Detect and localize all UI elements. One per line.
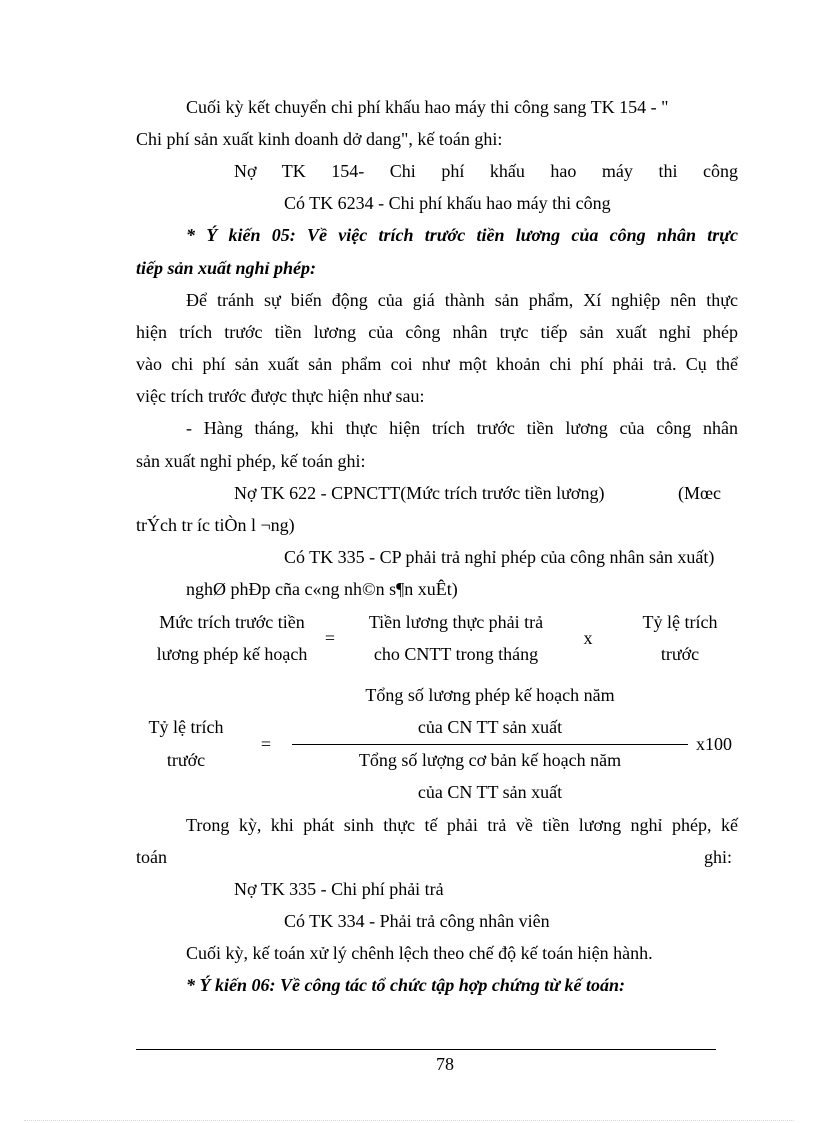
opinion-heading-05-cont: tiếp sản xuất nghỉ phép: [136, 258, 317, 278]
fraction-denominator: Tổng số lượng cơ bản kế hoạch năm [358, 750, 622, 770]
journal-debit: Nợ TK 154- Chi phí khấu hao máy thi công [234, 161, 738, 181]
equals-sign: = [260, 734, 272, 754]
formula-lhs: Tỷ lệ trích [148, 717, 224, 737]
paragraph-line: Cuối kỳ kết chuyển chi phí khấu hao máy thi công sang TK 154 - " [186, 97, 669, 117]
formula-term: Tỷ lệ trích [642, 612, 718, 632]
paragraph-line: Để tránh sự biến động của giá thành sản phẩm, Xí nghiệp nên thực [186, 290, 738, 310]
paragraph-line: vào chi phí sản xuất sản phẩm coi như một khoản chi phí phải trả. Cụ thể [136, 354, 738, 374]
footer-rule [136, 1049, 716, 1050]
formula-term: Tiền lương thực phải trả [368, 612, 544, 632]
paragraph-line: - Hàng tháng, khi thực hiện trích trước tiền lương của công nhân [186, 418, 738, 438]
paragraph-line: toán [136, 847, 167, 867]
garbled-text: (Mœc [678, 483, 721, 503]
formula-lhs: lương phép kế hoạch [156, 644, 308, 664]
fraction-numerator: Tổng số lương phép kế hoạch năm [365, 685, 615, 705]
opinion-heading-06: * Ý kiến 06: Về công tác tổ chức tập hợp chứng từ kế toán: [186, 975, 625, 995]
journal-credit: Có TK 6234 - Chi phí khấu hao máy thi công [284, 193, 611, 213]
journal-credit: Có TK 335 - CP phải trả nghỉ phép của công nhân sản xuất) [284, 547, 715, 567]
journal-debit: Nợ TK 622 - CPNCTT(Mức trích trước tiền lương) [234, 483, 605, 503]
journal-credit: Có TK 334 - Phải trả công nhân viên [284, 911, 550, 931]
opinion-heading-05: * Ý kiến 05: Về việc trích trước tiền lương của công nhân trực [186, 225, 738, 245]
paragraph-line: Chi phí sản xuất kinh doanh dở dang", kế toán ghi: [136, 129, 503, 149]
paragraph-line: ghi: [704, 847, 733, 867]
multiplier: x100 [696, 734, 732, 754]
paragraph-line: Cuối kỳ, kế toán xử lý chênh lệch theo chế độ kế toán hiện hành. [186, 943, 653, 963]
equals-sign: = [324, 628, 336, 648]
page-edge-divider [24, 1120, 794, 1121]
fraction-bar [292, 744, 688, 745]
paragraph-line: hiện trích trước tiền lương của công nhân trực tiếp sản xuất nghỉ phép [136, 322, 738, 342]
formula-lhs: trước [166, 750, 206, 770]
garbled-text: nghØ phÐp cña c«ng nh©n s¶n xuÊt) [186, 579, 458, 599]
paragraph-line: việc trích trước được thực hiện như sau: [136, 386, 425, 406]
formula-lhs: Mức trích trước tiền [159, 612, 305, 632]
garbled-text: trÝch tr íc tiÒn l ¬ng) [136, 515, 295, 535]
paragraph-line: Trong kỳ, khi phát sinh thực tế phải trả về tiền lương nghỉ phép, kế [186, 815, 738, 835]
formula-term: trước [660, 644, 700, 664]
page-number: 78 [436, 1054, 454, 1074]
fraction-numerator: của CN TT sản xuất [417, 717, 563, 737]
multiply-sign: x [583, 628, 593, 648]
journal-debit: Nợ TK 335 - Chi phí phải trả [234, 879, 444, 899]
formula-term: cho CNTT trong tháng [373, 644, 539, 664]
paragraph-line: sản xuất nghỉ phép, kế toán ghi: [136, 451, 366, 471]
fraction-denominator: của CN TT sản xuất [417, 782, 563, 802]
